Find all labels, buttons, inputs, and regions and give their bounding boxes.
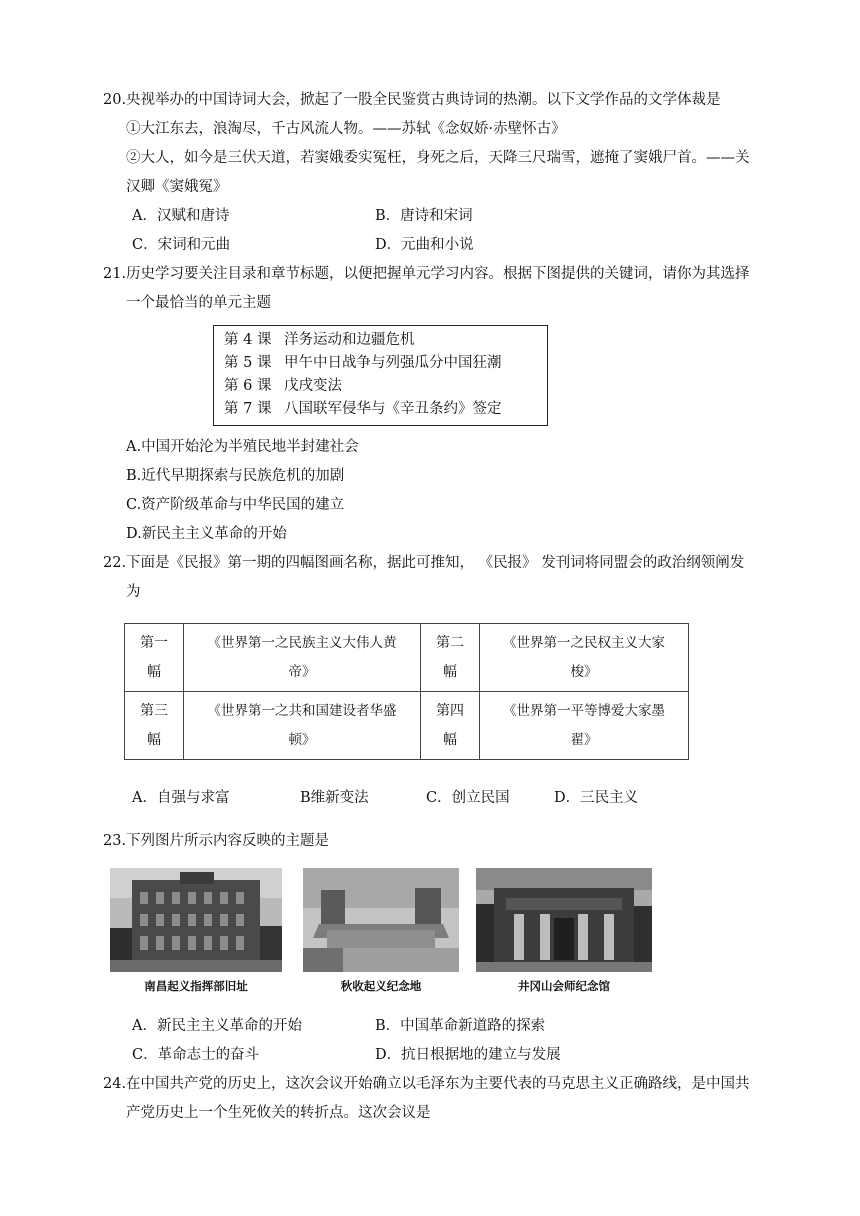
table-cell: 第三 幅 [125, 692, 184, 760]
q20-option-c[interactable]: C．宋词和元曲 [132, 237, 231, 253]
q21-option-a[interactable]: A.中国开始沦为半殖民地半封建社会 [126, 439, 359, 455]
table-row [125, 624, 689, 692]
q20-poem-1: ①大江东去，浪淘尽，千古风流人物。——苏轼《念奴娇·赤壁怀古》 [126, 121, 566, 137]
q22-stem-a: 22.下面是《民报》第一期的四幅图画名称，据此可推知， 《民报》 发刊词将同盟会的政治纲领阐发 [103, 555, 745, 571]
lesson-row: 第 7 课 八国联军侵华与《辛丑条约》签定 [224, 401, 502, 417]
table-cell: 《世界第一平等博爱大家墨 翟》 [480, 692, 689, 760]
q20-option-b[interactable]: B．唐诗和宋词 [375, 208, 473, 224]
table-cell: 《世界第一之民族主义大伟人黄 帝》 [184, 624, 421, 692]
table-cell: 第四 幅 [421, 692, 480, 760]
q22-option-c[interactable]: C．创立民国 [426, 790, 510, 806]
table-cell: 《世界第一之民权主义大家 梭》 [480, 624, 689, 692]
photo-caption: 南昌起义指挥部旧址 [144, 979, 248, 993]
q23-option-a[interactable]: A．新民主主义革命的开始 [132, 1018, 302, 1034]
q20-quote-2a: ②大人，如今是三伏天道，若窦娥委实冤枉，身死之后，天降三尺瑞雪，遮掩了窦娥尸首。——关 [126, 150, 750, 166]
q20-quote-2b: 汉卿《窦娥冤》 [126, 179, 228, 195]
q22-stem-b: 为 [126, 584, 141, 600]
q24-stem-b: 产党历史上一个生死攸关的转折点。这次会议是 [126, 1105, 431, 1121]
q23-option-c[interactable]: C．革命志士的奋斗 [132, 1047, 260, 1063]
q22-option-b[interactable]: B维新变法 [300, 790, 369, 806]
q23-stem: 23.下列图片所示内容反映的主题是 [103, 833, 330, 849]
lesson-row: 第 6 课 戊戌变法 [224, 378, 342, 394]
q22-option-d[interactable]: D．三民主义 [554, 790, 639, 806]
lesson-row: 第 5 课 甲午中日战争与列强瓜分中国狂潮 [224, 355, 502, 371]
q20-option-a[interactable]: A．汉赋和唐诗 [132, 208, 230, 224]
q21-option-d[interactable]: D.新民主主义革命的开始 [126, 526, 287, 542]
q23-option-b[interactable]: B．中国革命新道路的探索 [375, 1018, 546, 1034]
minbao-pictures-table [124, 623, 689, 760]
q22-option-a[interactable]: A．自强与求富 [132, 790, 230, 806]
nanchang-uprising-hq-photo [110, 868, 282, 972]
q21-stem-b: 一个最恰当的单元主题 [126, 295, 271, 311]
photo-caption: 秋收起义纪念地 [340, 979, 422, 993]
q21-stem-a: 21.历史学习要关注目录和章节标题，以便把握单元学习内容。根据下图提供的关键词，请你为其选择 [103, 266, 750, 282]
autumn-harvest-memorial-photo [303, 868, 459, 972]
jinggangshan-meeting-hall-photo [476, 868, 652, 972]
table-cell: 《世界第一之共和国建设者华盛 顿》 [184, 692, 421, 760]
table-cell: 第二 幅 [421, 624, 480, 692]
q23-option-d[interactable]: D．抗日根据地的建立与发展 [375, 1047, 561, 1063]
q21-option-b[interactable]: B.近代早期探索与民族危机的加剧 [126, 468, 345, 484]
lesson-list-box [213, 325, 548, 426]
q24-stem-a: 24.在中国共产党的历史上，这次会议开始确立以毛泽东为主要代表的马克思主义正确路线，是中国共 [103, 1076, 750, 1092]
q21-option-c[interactable]: C.资产阶级革命与中华民国的建立 [126, 497, 345, 513]
table-cell: 第一 幅 [125, 624, 184, 692]
table-row [125, 692, 689, 760]
q20-stem: 20.央视举办的中国诗词大会，掀起了一股全民鉴赏古典诗词的热潮。以下文学作品的文学体裁是 [103, 92, 721, 108]
photo-caption: 井冈山会师纪念馆 [518, 979, 610, 993]
q20-option-d[interactable]: D．元曲和小说 [375, 237, 474, 253]
lesson-row: 第 4 课 洋务运动和边疆危机 [224, 332, 415, 348]
